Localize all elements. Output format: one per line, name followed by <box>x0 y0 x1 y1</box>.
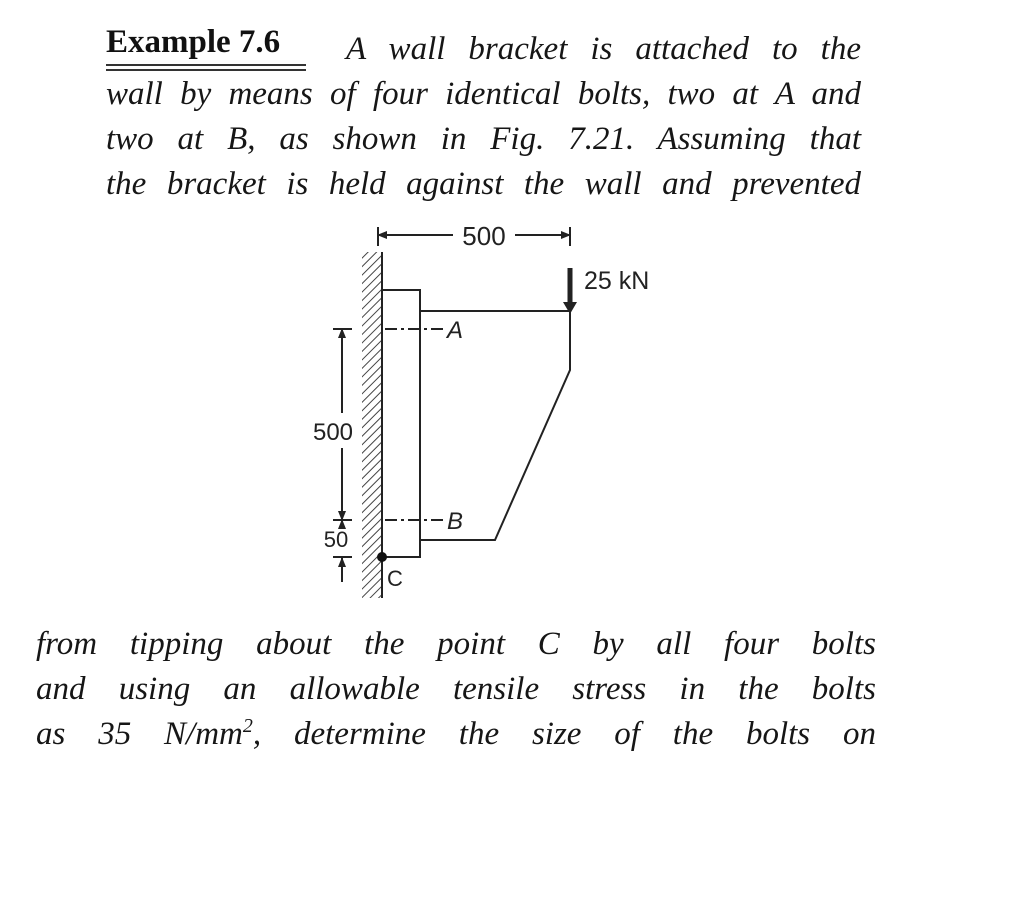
paragraph-line: two at B, as shown in Fig. 7.21. Assuming that <box>106 121 861 157</box>
bracket-outline <box>420 311 570 540</box>
example-title: Example 7.6 <box>106 24 281 60</box>
paragraph-line: wall by means of four identical bolts, two at A and <box>106 76 861 112</box>
paragraph-line: and using an allowable tensile stress in the bolts <box>36 671 876 707</box>
bolt-a-label: A <box>447 317 464 344</box>
bolt-b-label: B <box>447 508 464 535</box>
load-label: 25 kN <box>584 267 650 295</box>
wall-hatching <box>362 252 382 598</box>
bracket-plate <box>382 290 420 557</box>
pivot-label: C <box>387 566 403 591</box>
stress-text-tail: , determine the size of the bolts on <box>252 716 877 752</box>
paragraph-line: the bracket is held against the wall and prevented <box>106 166 861 202</box>
paragraph-line <box>36 712 876 757</box>
dim-top-label: 500 <box>462 221 506 251</box>
superscript-two: 2 <box>242 715 253 737</box>
paragraph-continuation <box>36 622 876 757</box>
paragraph-line: from tipping about the point C by all four bolts <box>36 626 876 662</box>
pivot-point <box>377 552 387 562</box>
small-dim-label: 50 <box>323 527 349 552</box>
stress-text: as 35 N/mm <box>36 716 243 752</box>
vdim-label: 500 <box>312 419 354 446</box>
paragraph-line: A wall bracket is attached to the <box>346 31 861 67</box>
